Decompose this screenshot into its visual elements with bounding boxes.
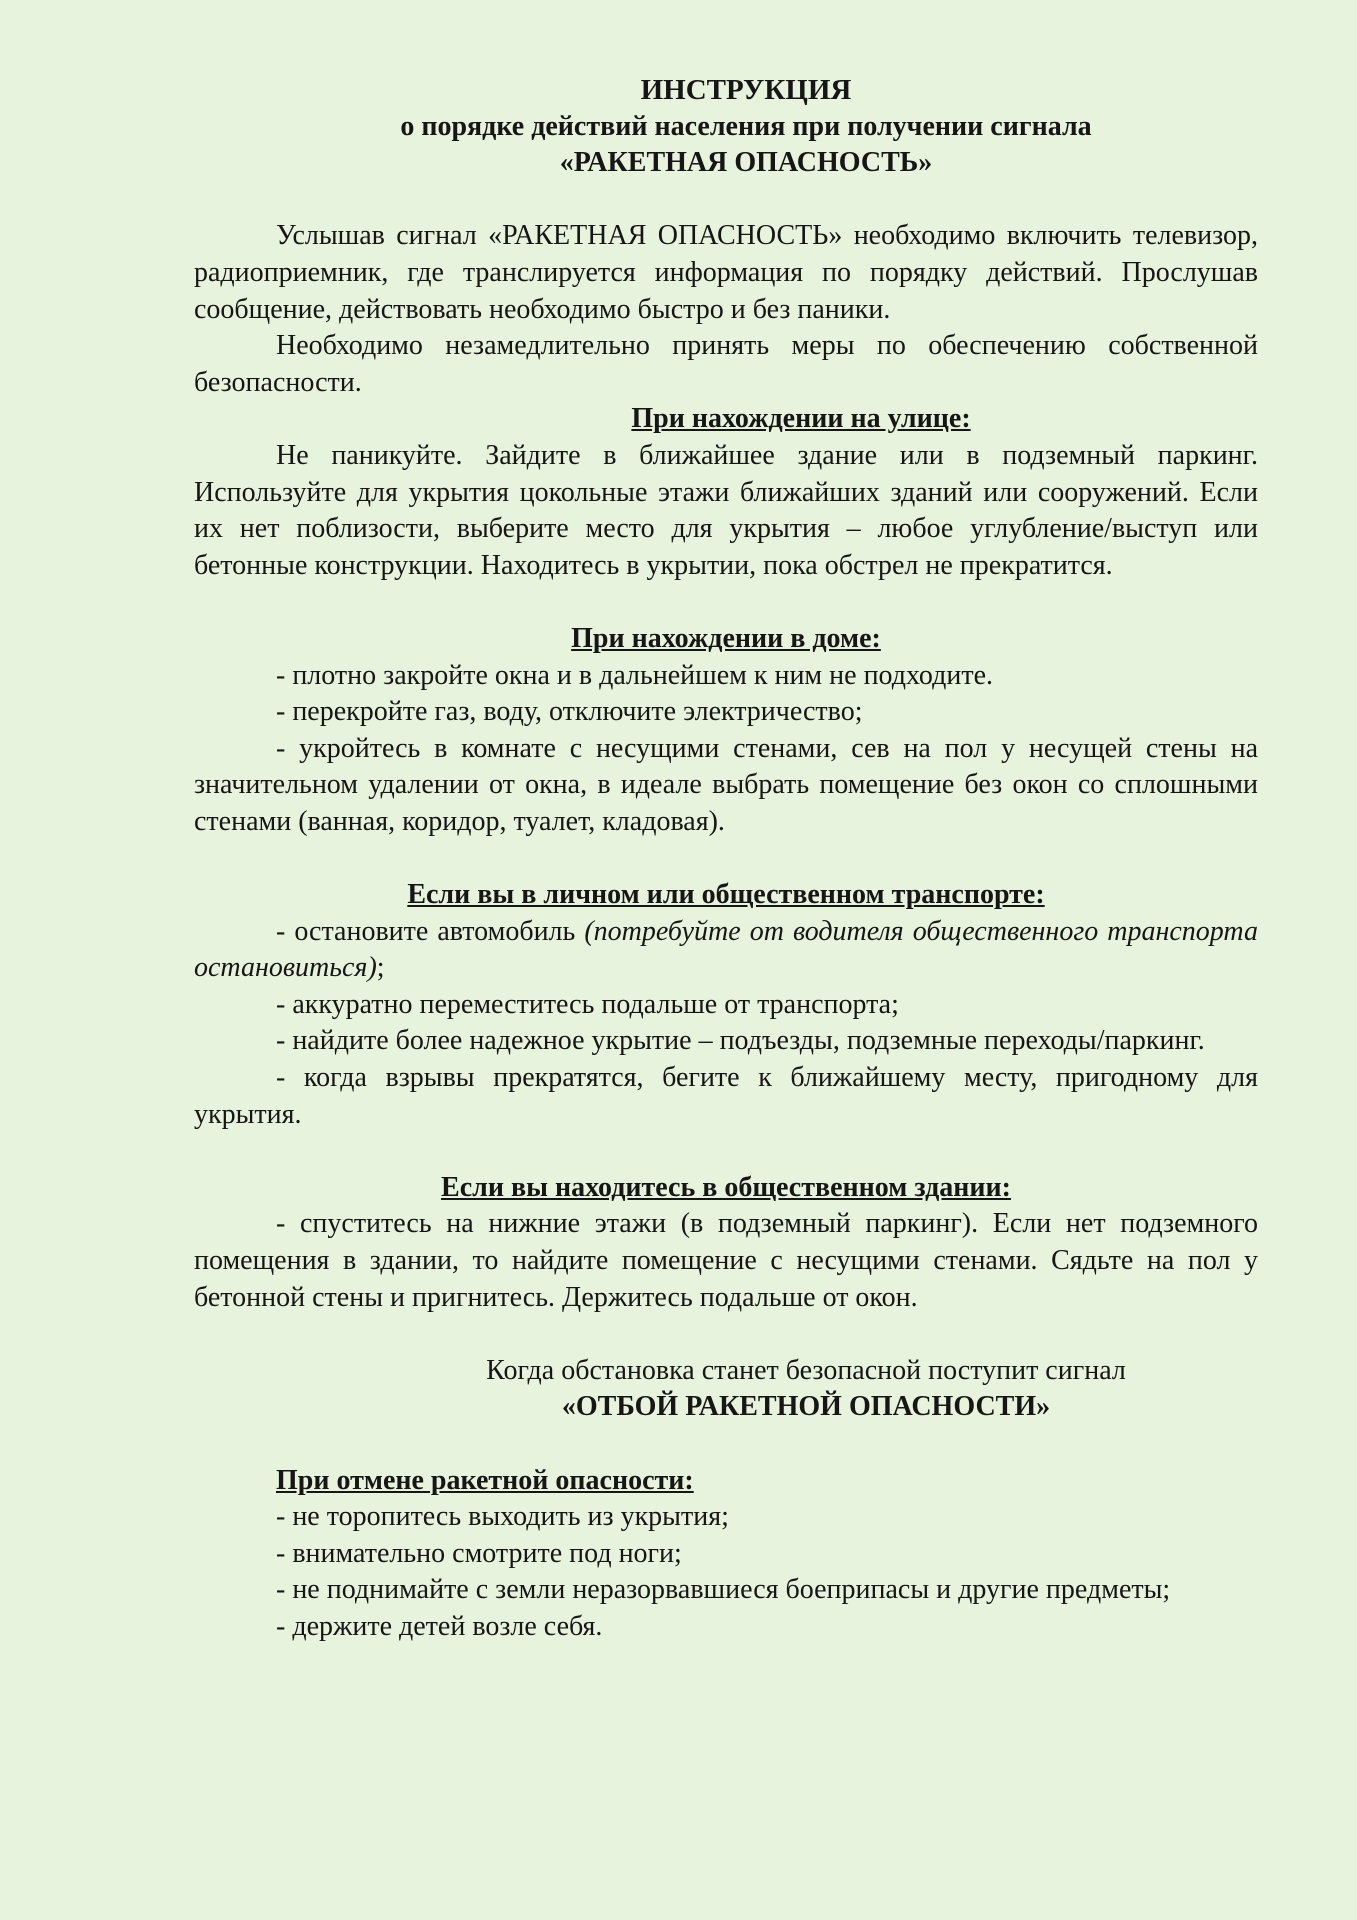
transport-item: [194, 914, 1258, 987]
spacer: [194, 840, 1258, 877]
intro-paragraph-1: Услышав сигнал «РАКЕТНАЯ ОПАСНОСТЬ» необходимо включить телевизор, радиоприемник, где транслируется информация по порядку действий. Прослушав сообщение, действовать необходимо быстро и без паники.: [194, 220, 1258, 325]
all-clear-signal: «ОТБОЙ РАКЕТНОЙ ОПАСНОСТИ»: [561, 1391, 1051, 1423]
spacer: [194, 1316, 1258, 1353]
intro-paragraph-2: Необходимо незамедлительно принять меры по обеспечению собственной безопасности.: [194, 330, 1258, 398]
street-text: Не паникуйте. Зайдите в ближайшее здание или в подземный паркинг. Используйте для укрытия цокольные этажи ближайших зданий или сооружений. Если их нет поблизости, выберите место для укрытия – любое углубление/выступ или бетонные конструкции. Находитесь в укрытии, пока обстрел не прекратится.: [194, 439, 1258, 581]
cancel-item: - внимательно смотрите под ноги;: [276, 1537, 682, 1569]
home-item: - плотно закройте окна и в дальнейшем к ним не подходите.: [276, 659, 994, 691]
transport-item: - найдите более надежное укрытие – подъезды, подземные переходы/паркинг.: [276, 1025, 1205, 1057]
transport-item-italic: (потребуйте от водителя общественного транспорта остановиться): [194, 915, 1258, 984]
signal-name: «РАКЕТНАЯ ОПАСНОСТЬ»: [559, 147, 933, 179]
document-header: [234, 72, 1258, 182]
cancel-item: - не поднимайте с земли неразорвавшиеся боеприпасы и другие предметы;: [276, 1574, 1171, 1606]
document-subtitle: о порядке действий населения при получении сигнала: [400, 110, 1092, 142]
transport-item-suffix: ;: [376, 952, 385, 984]
public-building-text: - спуститесь на нижние этажи (в подземный паркинг). Если нет подземного помещения в здании, то найдите помещение с несущими стенами. Сядьте на пол у бетонной стены и пригнитесь. Держитесь подальше от окон.: [194, 1208, 1258, 1313]
home-item: - укройтесь в комнате с несущими стенами, сев на пол у несущей стены на значительном удалении от окна, в идеале выбрать помещение без окон со сплошными стенами (ванная, коридор, туалет, кладовая).: [194, 732, 1258, 837]
all-clear-note: Когда обстановка станет безопасной поступит сигнал: [486, 1354, 1126, 1386]
cancel-item: - не торопитесь выходить из укрытия;: [276, 1501, 729, 1533]
instruction-document: [194, 72, 1258, 1646]
transport-item: - когда взрывы прекратятся, бегите к ближайшему месту, пригодному для укрытия.: [194, 1062, 1258, 1130]
spacer: [194, 182, 1258, 219]
spacer: [194, 584, 1258, 621]
transport-item-prefix: - остановите автомобиль: [276, 915, 585, 947]
home-item: - перекройте газ, воду, отключите электричество;: [276, 696, 863, 728]
street-heading: При нахождении на улице:: [631, 403, 971, 435]
spacer: [194, 1426, 1258, 1463]
cancel-item: - держите детей возле себя.: [276, 1610, 603, 1642]
public-building-heading: Если вы находитесь в общественном здании:: [441, 1171, 1011, 1203]
home-heading: При нахождении в доме:: [571, 622, 881, 654]
cancel-heading: При отмене ракетной опасности:: [276, 1464, 694, 1496]
transport-heading: Если вы в личном или общественном транспорте:: [407, 879, 1045, 911]
document-title: ИНСТРУКЦИЯ: [640, 74, 852, 106]
spacer: [194, 1133, 1258, 1170]
transport-item: - аккуратно переместитесь подальше от транспорта;: [276, 988, 899, 1020]
